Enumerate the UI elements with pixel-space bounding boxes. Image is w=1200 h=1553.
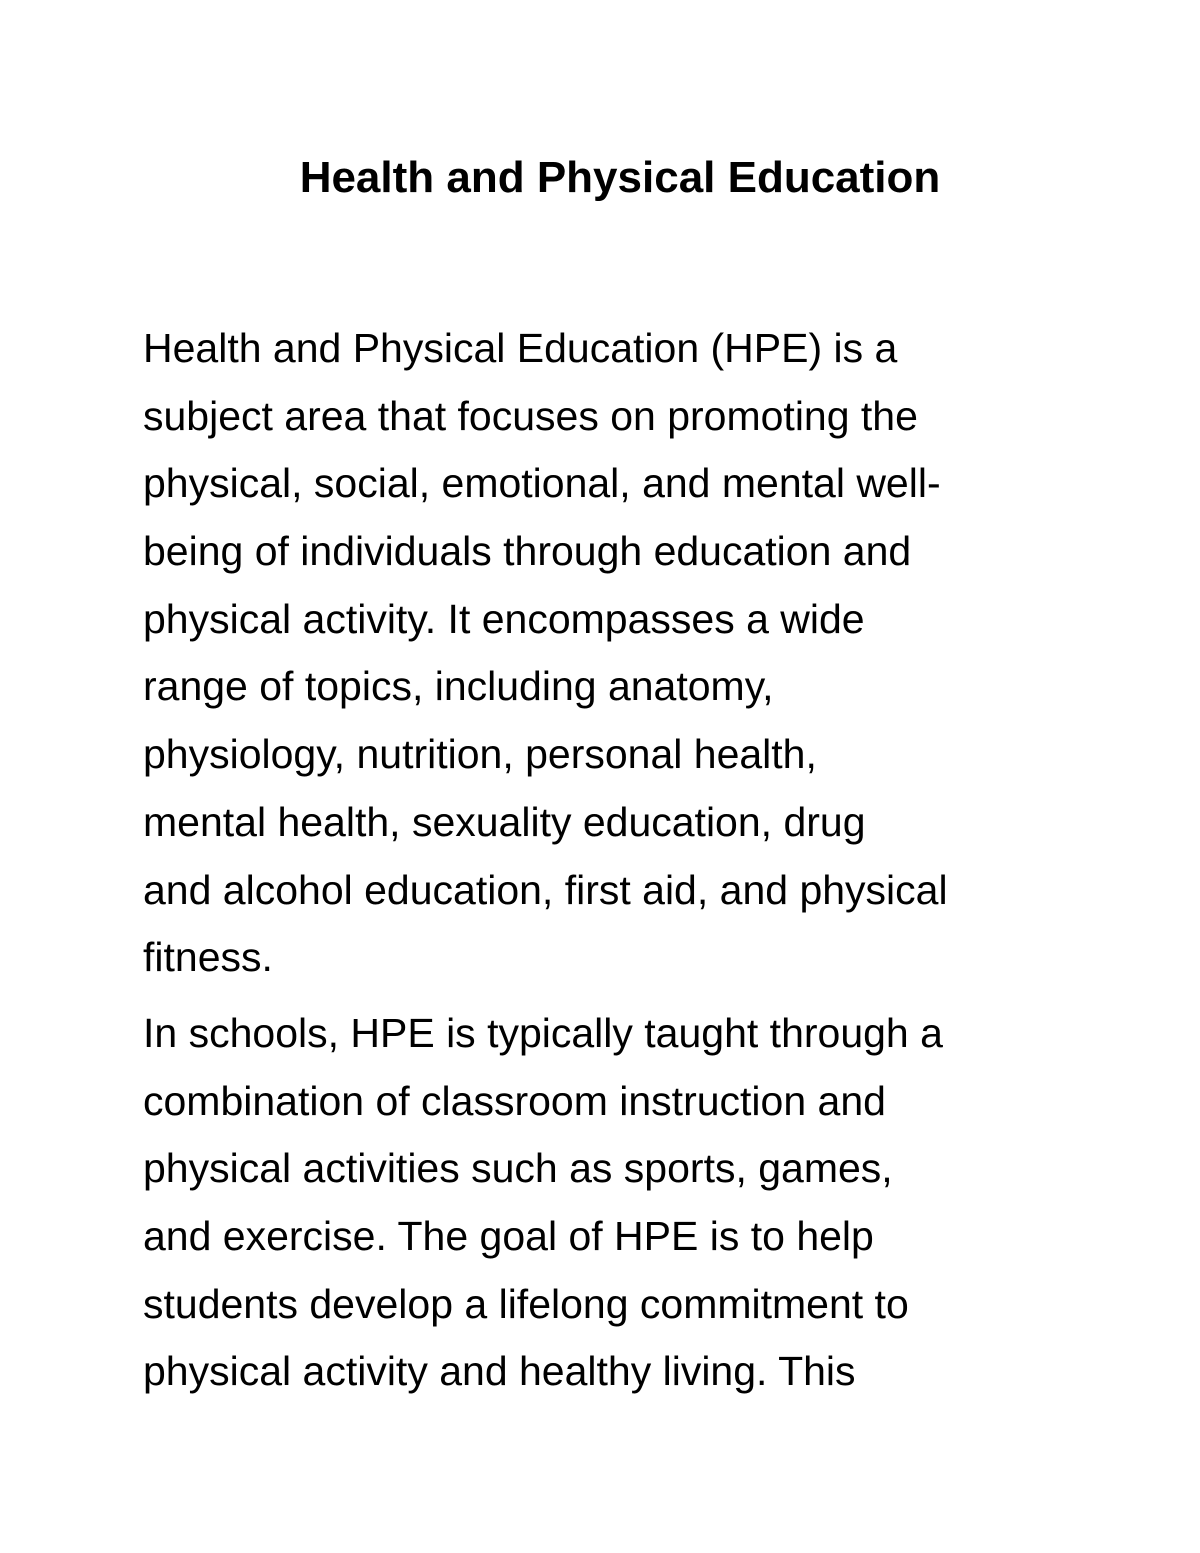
paragraph-line: physiology, nutrition, personal health, bbox=[143, 731, 817, 778]
document-title: Health and Physical Education bbox=[299, 153, 941, 202]
paragraph-line: In schools, HPE is typically taught through a bbox=[143, 1010, 943, 1056]
paragraph-line: mental health, sexuality education, drug bbox=[143, 798, 866, 845]
paragraph-line: subject area that focuses on promoting the bbox=[143, 392, 918, 439]
paragraph-line: Health and Physical Education (HPE) is a bbox=[143, 325, 898, 371]
paragraph-line: range of topics, including anatomy, bbox=[143, 663, 774, 710]
paragraph-line: students develop a lifelong commitment to bbox=[143, 1280, 909, 1327]
paragraph-line: physical, social, emotional, and mental well- bbox=[143, 460, 941, 507]
paragraph-line: fitness. bbox=[143, 934, 273, 981]
paragraph-line: being of individuals through education and bbox=[143, 528, 912, 575]
paragraph-line: and exercise. The goal of HPE is to help bbox=[143, 1213, 874, 1260]
paragraph-line: and alcohol education, first aid, and physical bbox=[143, 866, 948, 913]
paragraph-line: combination of classroom instruction and bbox=[143, 1077, 886, 1124]
paragraph-1 bbox=[143, 315, 1103, 992]
paragraph-2 bbox=[143, 1000, 1103, 1406]
paragraph-line: physical activities such as sports, games, bbox=[143, 1145, 893, 1192]
paragraph-line: physical activity. It encompasses a wide bbox=[143, 595, 865, 642]
paragraph-line: physical activity and healthy living. This bbox=[143, 1348, 856, 1395]
